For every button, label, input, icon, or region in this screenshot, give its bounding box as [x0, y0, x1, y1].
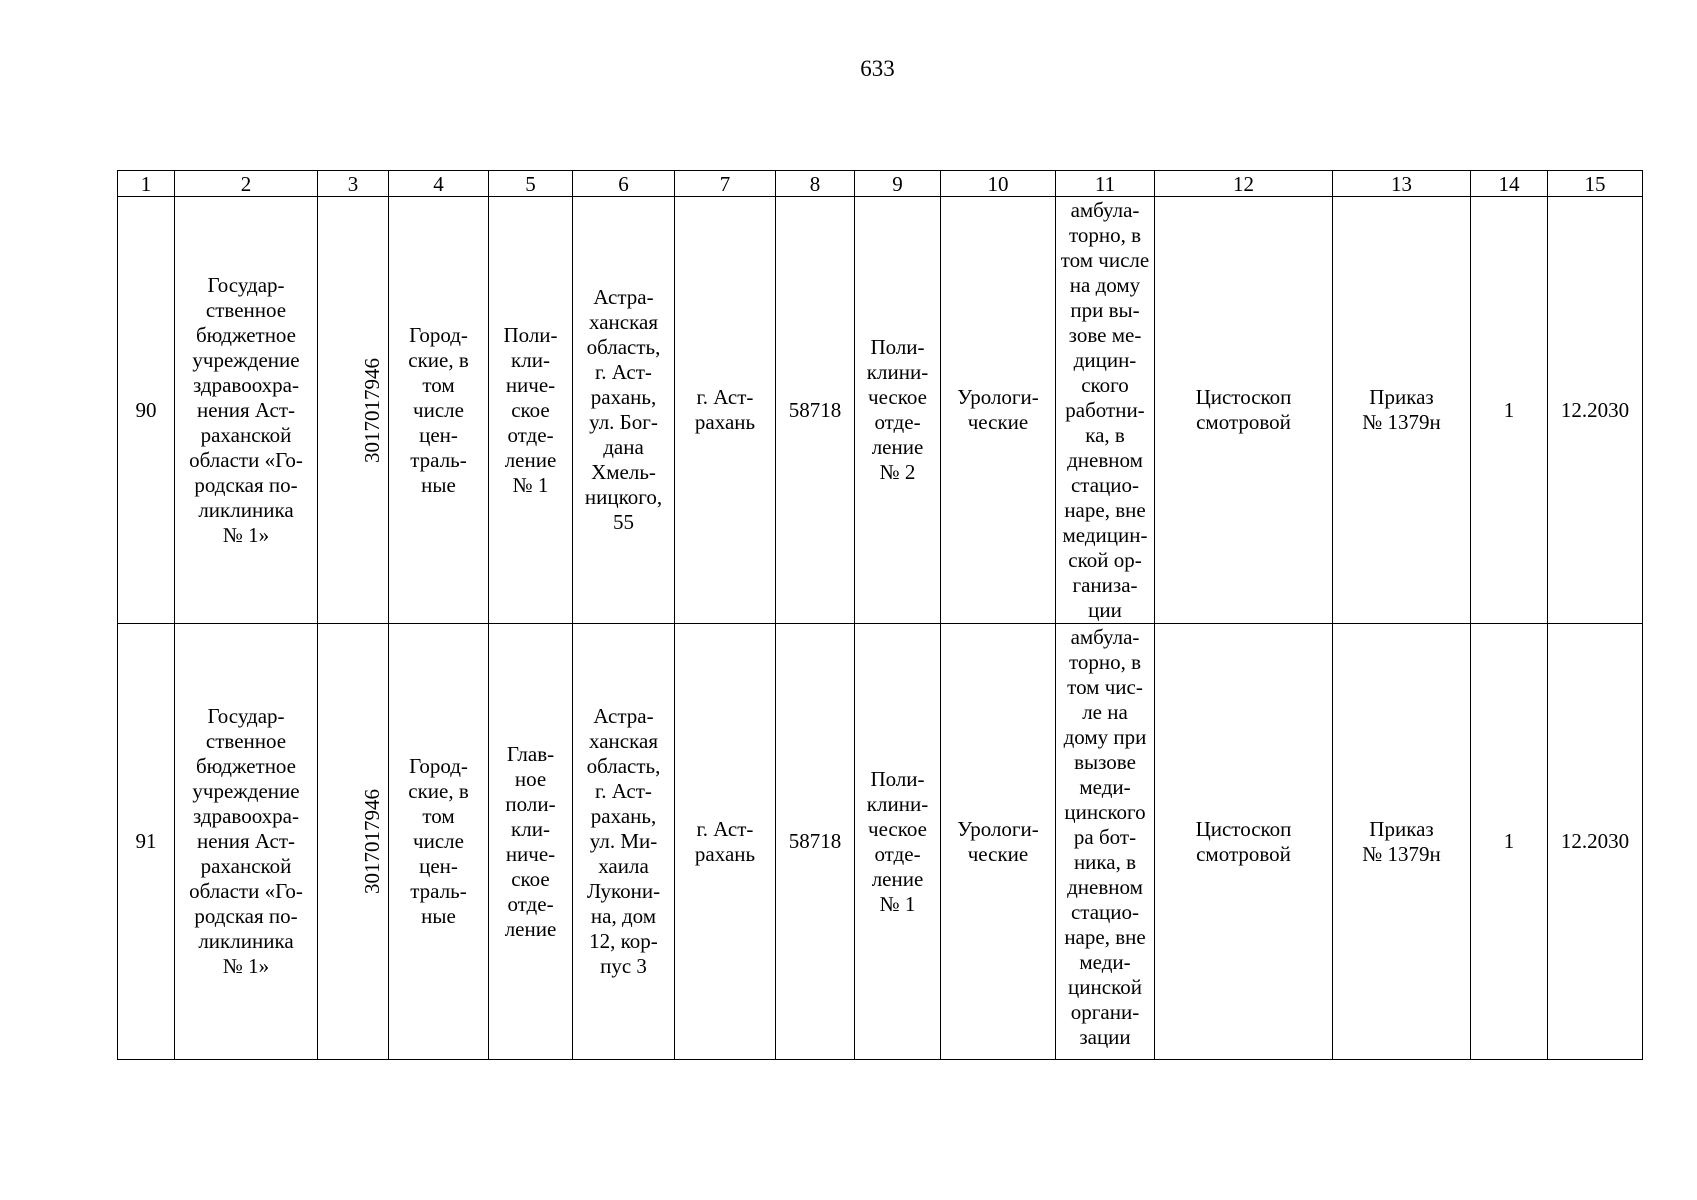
- column-number: 5: [489, 171, 573, 197]
- inn-cell: [318, 197, 389, 624]
- column-number: 9: [855, 171, 941, 197]
- order-reference: Приказ № 1379н: [1333, 197, 1471, 624]
- page-number: 633: [860, 56, 895, 81]
- profile: Урологи- ческие: [941, 197, 1056, 624]
- column-number: 15: [1548, 171, 1643, 197]
- equipment-name: Цистоскоп смотровой: [1155, 197, 1333, 624]
- address: Астра- ханская область, г. Аст- рахань, ул. Ми- хаила Лукони- на, дом 12, кор- пус 3: [573, 624, 675, 1060]
- unit: Поли- клини- ческое отде- ление № 1: [855, 624, 941, 1060]
- column-number: 8: [776, 171, 855, 197]
- column-number-row: [118, 171, 1643, 197]
- hospital-type: Город- ские, в том числе цен- траль- ные: [389, 624, 489, 1060]
- column-number: 3: [318, 171, 389, 197]
- column-number: 7: [675, 171, 776, 197]
- organization-name: Государ- ственное бюджетное учреждение здравоохра- нения Аст- раханской области «Го- родская по- ликлиника № 1»: [175, 624, 318, 1060]
- equipment-table: [117, 170, 1643, 1060]
- date: 12.2030: [1548, 624, 1643, 1060]
- column-number: 13: [1333, 171, 1471, 197]
- column-number: 1: [118, 171, 175, 197]
- equipment-name: Цистоскоп смотровой: [1155, 624, 1333, 1060]
- hospital-type: Город- ские, в том числе цен- траль- ные: [389, 197, 489, 624]
- table-row: [118, 197, 1643, 624]
- column-number: 2: [175, 171, 318, 197]
- care-conditions: амбула- торно, в том числе на дому при вы- зове ме- дицин- ского работни- ка, в дневном стацио- наре, вне медицин- ской ор- ганиза- ции: [1056, 197, 1155, 624]
- quantity: 1: [1471, 197, 1548, 624]
- code: 58718: [776, 197, 855, 624]
- inn-value: 3017017946: [360, 789, 384, 894]
- date: 12.2030: [1548, 197, 1643, 624]
- quantity: 1: [1471, 624, 1548, 1060]
- care-conditions: амбула- торно, в том чис- ле на дому при вызове меди- цинского ра бот- ника, в дневном стацио- наре, вне меди- цинской органи- зации: [1056, 624, 1155, 1060]
- row-number: 90: [118, 197, 175, 624]
- column-number: 12: [1155, 171, 1333, 197]
- address: Астра- ханская область, г. Аст- рахань, ул. Бог- дана Хмель- ницкого, 55: [573, 197, 675, 624]
- table-row: [118, 624, 1643, 1060]
- row-number: 91: [118, 624, 175, 1060]
- order-reference: Приказ № 1379н: [1333, 624, 1471, 1060]
- department: Глав- ное поли- кли- ниче- ское отде- ление: [489, 624, 573, 1060]
- inn-cell: [318, 624, 389, 1060]
- column-number: 10: [941, 171, 1056, 197]
- code: 58718: [776, 624, 855, 1060]
- city: г. Аст- рахань: [675, 624, 776, 1060]
- city: г. Аст- рахань: [675, 197, 776, 624]
- column-number: 14: [1471, 171, 1548, 197]
- profile: Урологи- ческие: [941, 624, 1056, 1060]
- unit: Поли- клини- ческое отде- ление № 2: [855, 197, 941, 624]
- department: Поли- кли- ниче- ское отде- ление № 1: [489, 197, 573, 624]
- organization-name: Государ- ственное бюджетное учреждение здравоохра- нения Аст- раханской области «Го- родская по- ликлиника № 1»: [175, 197, 318, 624]
- column-number: 4: [389, 171, 489, 197]
- column-number: 11: [1056, 171, 1155, 197]
- column-number: 6: [573, 171, 675, 197]
- inn-value: 3017017946: [360, 357, 384, 463]
